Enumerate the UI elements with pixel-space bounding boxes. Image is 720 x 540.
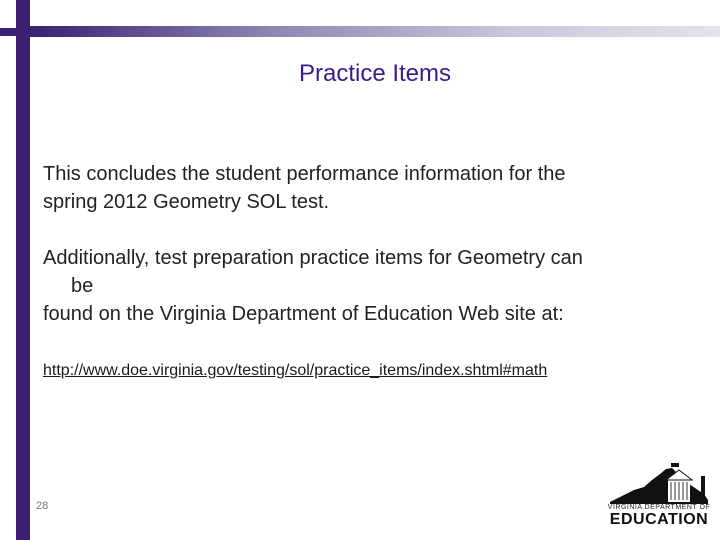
page-number: 28 <box>36 500 49 512</box>
practice-items-link[interactable]: http://www.doe.virginia.gov/testing/sol/practice_items/index.shtml#math <box>43 362 548 379</box>
logo-line-1: VIRGINIA DEPARTMENT OF <box>607 504 711 511</box>
logo-line-2: EDUCATION <box>609 511 709 528</box>
slide-title: Practice Items <box>298 60 452 87</box>
vdoe-logo <box>606 460 712 532</box>
left-vertical-rule <box>16 0 30 540</box>
virginia-map-icon <box>606 460 712 506</box>
slide-body <box>43 160 683 328</box>
top-rule <box>30 26 720 37</box>
left-rule-stub <box>0 28 16 36</box>
paragraph-1 <box>43 160 683 216</box>
paragraph-2-line-3: found on the Virginia Department of Education Web site at: <box>43 303 564 325</box>
paragraph-2-line-2: be <box>71 275 94 297</box>
paragraph-2-line-1: Additionally, test preparation practice items for Geometry can <box>43 247 583 269</box>
paragraph-2 <box>43 244 683 328</box>
paragraph-1-line-1: This concludes the student performance information for the <box>43 163 566 185</box>
paragraph-1-line-2: spring 2012 Geometry SOL test. <box>43 191 330 213</box>
